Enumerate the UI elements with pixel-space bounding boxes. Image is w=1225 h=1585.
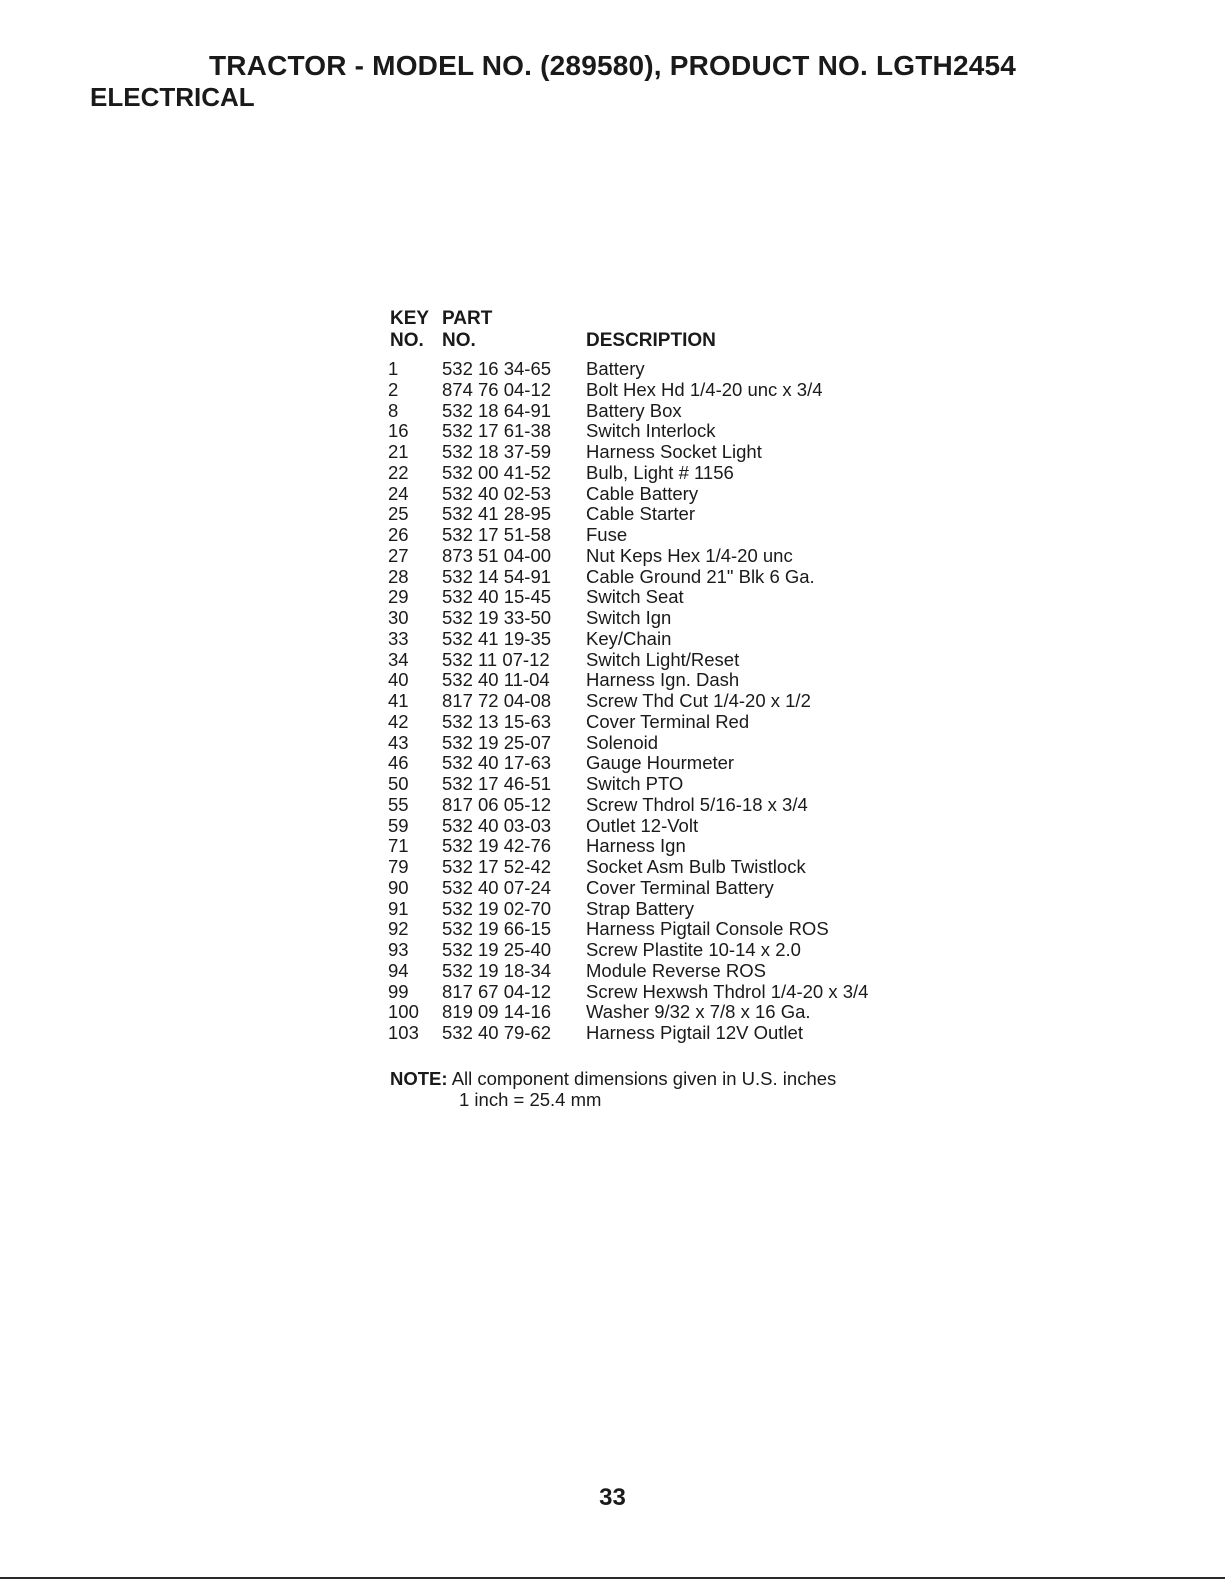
part-no: 532 19 42-76 [442, 835, 552, 857]
description: Cable Ground 21" Blk 6 Ga. [586, 565, 815, 587]
description: Socket Asm Bulb Twistlock [586, 856, 806, 877]
description: Screw Plastite 10-14 x 2.0 [586, 939, 801, 960]
table-row [390, 919, 950, 940]
table-row [390, 961, 950, 982]
part-no: 532 13 15-63 [442, 710, 552, 732]
table-row [390, 380, 950, 401]
part-no: 532 40 17-63 [442, 752, 552, 774]
description: Cover Terminal Red [586, 710, 750, 732]
table-row [390, 940, 950, 961]
description: Bulb, Light # 1156 [586, 461, 734, 483]
table-row [390, 1002, 950, 1023]
description: Harness Ign [586, 835, 686, 857]
table-row [390, 691, 950, 712]
key-no: 41 [388, 690, 409, 711]
parts-table-body [390, 359, 950, 1044]
part-no: 532 40 79-62 [442, 1022, 552, 1043]
part-no: 532 41 28-95 [442, 503, 552, 525]
part-no: 532 41 19-35 [442, 627, 552, 649]
table-row [390, 359, 950, 380]
description: Switch Seat [586, 586, 684, 608]
description: Screw Thdrol 5/16-18 x 3/4 [586, 793, 808, 815]
note-text: All component dimensions given in U.S. inches [451, 1068, 837, 1089]
key-header: KEY [390, 308, 430, 329]
description: Gauge Hourmeter [586, 752, 735, 774]
table-row [390, 982, 950, 1003]
description: Nut Keps Hex 1/4-20 unc [586, 544, 793, 566]
document-title: TRACTOR - MODEL NO. (289580), PRODUCT NO. LGTH2454 [208, 50, 1017, 81]
key-no: 40 [388, 669, 409, 691]
table-row [390, 774, 950, 795]
table-row [390, 629, 950, 650]
description: Switch Interlock [586, 420, 716, 442]
table-row [390, 650, 950, 671]
description: Cable Starter [586, 503, 695, 525]
part-no-header: NO. [442, 330, 476, 351]
table-row [390, 421, 950, 442]
page-number: 33 [599, 1484, 626, 1511]
part-no: 817 67 04-12 [442, 980, 552, 1002]
description: Battery [586, 358, 645, 379]
part-no: 532 18 37-59 [442, 441, 552, 462]
table-header-row-2 [390, 330, 950, 352]
key-no: 94 [388, 959, 409, 981]
table-row [390, 733, 950, 754]
table-row [390, 670, 950, 691]
part-no: 532 19 25-07 [442, 731, 552, 753]
table-row [390, 608, 950, 629]
part-no: 532 17 51-58 [442, 524, 552, 545]
part-no: 532 19 18-34 [442, 959, 552, 981]
table-row [390, 816, 950, 837]
key-no: 30 [388, 607, 409, 628]
description: Screw Hexwsh Thdrol 1/4-20 x 3/4 [586, 980, 869, 1002]
key-no: 46 [388, 752, 409, 774]
part-no: 532 40 07-24 [442, 876, 552, 898]
table-row [390, 546, 950, 567]
table-row [390, 442, 950, 463]
key-no: 28 [388, 565, 409, 587]
key-no: 43 [388, 731, 409, 753]
table-row [390, 587, 950, 608]
key-no: 42 [388, 710, 409, 732]
table-row [390, 857, 950, 878]
key-no: 100 [388, 1001, 419, 1023]
table-row [390, 753, 950, 774]
key-no: 21 [388, 441, 409, 462]
key-no: 24 [388, 482, 409, 504]
key-no: 71 [388, 835, 409, 857]
table-header-row-1 [390, 308, 950, 330]
part-no: 532 18 64-91 [442, 399, 552, 421]
key-no-header: NO. [390, 330, 424, 351]
table-row [390, 463, 950, 484]
description: Solenoid [586, 731, 659, 753]
note-label: NOTE: [390, 1068, 448, 1089]
key-no: 2 [388, 378, 399, 400]
part-no: 532 19 33-50 [442, 607, 552, 628]
part-no: 532 16 34-65 [442, 358, 552, 379]
table-row [390, 484, 950, 505]
description: Module Reverse ROS [586, 959, 766, 981]
table-row [390, 504, 950, 525]
table-row [390, 401, 950, 422]
description: Fuse [586, 524, 628, 545]
bottom-rule [0, 1577, 1225, 1579]
part-no: 819 09 14-16 [442, 1001, 552, 1023]
description-header: DESCRIPTION [586, 330, 716, 351]
part-no: 532 40 15-45 [442, 586, 552, 608]
key-no: 90 [388, 876, 409, 898]
table-row [390, 525, 950, 546]
description: Harness Socket Light [586, 441, 762, 462]
part-no: 532 11 07-12 [442, 648, 550, 670]
description: Washer 9/32 x 7/8 x 16 Ga. [586, 1001, 811, 1023]
table-row [390, 1023, 950, 1044]
part-no: 532 19 25-40 [442, 939, 552, 960]
part-no: 532 17 46-51 [442, 773, 552, 794]
key-no: 27 [388, 544, 409, 566]
part-no: 532 14 54-91 [442, 565, 552, 587]
key-no: 103 [388, 1022, 419, 1043]
key-no: 25 [388, 503, 409, 525]
description: Bolt Hex Hd 1/4-20 unc x 3/4 [586, 378, 823, 400]
description: Cable Battery [586, 482, 699, 504]
table-row [390, 795, 950, 816]
description: Switch Light/Reset [586, 648, 740, 670]
key-no: 16 [388, 420, 409, 442]
description: Battery Box [586, 399, 682, 421]
table-row [390, 836, 950, 857]
key-no: 79 [388, 856, 409, 877]
part-no: 532 19 66-15 [442, 918, 552, 940]
key-no: 29 [388, 586, 409, 608]
part-no: 532 40 11-04 [442, 669, 550, 691]
key-no: 22 [388, 461, 409, 483]
description: Harness Pigtail Console ROS [586, 918, 829, 940]
part-no: 532 19 02-70 [442, 897, 552, 919]
part-no: 532 17 61-38 [442, 420, 552, 442]
description: Harness Pigtail 12V Outlet [586, 1022, 803, 1043]
description: Strap Battery [586, 897, 694, 919]
description: Switch PTO [586, 773, 684, 794]
key-no: 33 [388, 627, 409, 649]
part-no: 532 00 41-52 [442, 461, 552, 483]
key-no: 1 [388, 358, 399, 379]
description: Key/Chain [586, 627, 672, 649]
part-no: 817 06 05-12 [442, 793, 552, 815]
note-conversion: 1 inch = 25.4 mm [459, 1089, 602, 1110]
key-no: 55 [388, 793, 409, 815]
description: Harness Ign. Dash [586, 669, 740, 691]
part-no: 532 40 03-03 [442, 814, 552, 836]
key-no: 92 [388, 918, 409, 940]
section-title: ELECTRICAL [90, 82, 255, 112]
key-no: 99 [388, 980, 409, 1002]
key-no: 26 [388, 524, 409, 545]
table-row [390, 878, 950, 899]
key-no: 93 [388, 939, 409, 960]
table-row [390, 567, 950, 588]
description: Screw Thd Cut 1/4-20 x 1/2 [586, 690, 811, 711]
part-no: 817 72 04-08 [442, 690, 552, 711]
part-no: 532 17 52-42 [442, 856, 552, 877]
key-no: 91 [388, 897, 409, 919]
part-no: 532 40 02-53 [442, 482, 552, 504]
key-no: 59 [388, 814, 409, 836]
description: Cover Terminal Battery [586, 876, 774, 898]
description: Switch Ign [586, 607, 672, 628]
part-no: 874 76 04-12 [442, 378, 552, 400]
table-row [390, 712, 950, 733]
key-no: 8 [388, 399, 399, 421]
table-row [390, 899, 950, 920]
part-header: PART [442, 308, 493, 329]
part-no: 873 51 04-00 [442, 544, 552, 566]
key-no: 50 [388, 773, 409, 794]
note [390, 1068, 836, 1089]
parts-list [390, 308, 950, 1044]
description: Outlet 12-Volt [586, 814, 699, 836]
key-no: 34 [388, 648, 409, 670]
